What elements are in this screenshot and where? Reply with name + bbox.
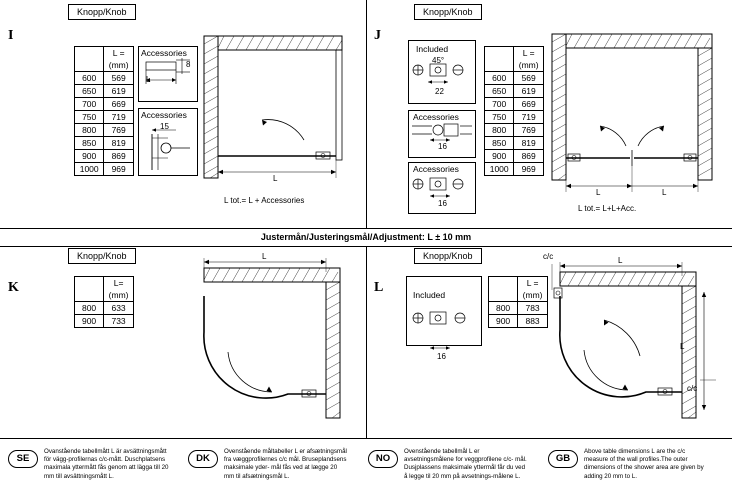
- cell: 669: [104, 98, 134, 111]
- cell: 600: [75, 72, 104, 85]
- legend-text-no: Ovenstående tabellmål L er avsetningsmålene for veggprofilene c/c- mål. Dusjplassens maksimale yttermål får du ved å legge til 20 mm på avsetnings-målene L.: [404, 448, 527, 480]
- knob-label-k: Knopp/Knob: [68, 248, 136, 264]
- cell: 800: [75, 124, 104, 137]
- included-title-l: Included: [413, 290, 446, 300]
- cell: 800: [489, 302, 518, 315]
- cell: 1000: [485, 163, 514, 176]
- cell: 869: [104, 150, 134, 163]
- drawing-l-label-l-right: L: [680, 342, 685, 351]
- accessories-j-1-value: 16: [438, 142, 447, 151]
- table-j-header-l-line1: L =: [522, 48, 535, 58]
- accessories-j-2-value: 16: [438, 199, 447, 208]
- cell: 969: [104, 163, 134, 176]
- accessories-i-2-value: 15: [160, 122, 169, 131]
- cell: 1000: [75, 163, 104, 176]
- cell: 969: [514, 163, 544, 176]
- cell: 719: [514, 111, 544, 124]
- cell: 783: [518, 302, 548, 315]
- legend-code-gb: GB: [548, 450, 578, 468]
- table-l-header-l-line2: (mm): [522, 290, 543, 300]
- cell: 700: [485, 98, 514, 111]
- legend-text-se: Ovanstående tabellmått L är avsättningsmått för vägg-profilernas c/c-mått. Duschplatsens maximala yttermått fås genom att lägga till 20 mm till avsättningsmått L.: [44, 448, 169, 480]
- cell: 850: [485, 137, 514, 150]
- included-j-value: 22: [435, 87, 444, 96]
- cell: 569: [514, 72, 544, 85]
- drawing-i-total: L tot.= L + Accessories: [224, 196, 305, 205]
- cell: 733: [104, 315, 134, 328]
- table-k-header-l-line2: (mm): [108, 290, 129, 300]
- drawing-j-label-l2: L: [662, 188, 667, 197]
- cell: 650: [485, 85, 514, 98]
- cell: 650: [75, 85, 104, 98]
- cell: 750: [485, 111, 514, 124]
- cell: 769: [514, 124, 544, 137]
- included-j-angle: 45°: [432, 56, 445, 65]
- panel-letter-l: L: [374, 280, 384, 295]
- cell: 600: [485, 72, 514, 85]
- cell: 619: [514, 85, 544, 98]
- panel-letter-i: I: [8, 28, 14, 43]
- cell: 883: [518, 315, 548, 328]
- cell: 619: [104, 85, 134, 98]
- cell: 800: [75, 302, 104, 315]
- panel-letter-j: J: [374, 28, 381, 43]
- accessories-title-j-2: Accessories: [413, 164, 459, 174]
- knob-label-l: Knopp/Knob: [414, 248, 482, 264]
- drawing-j-total: L tot.= L+L+Acc.: [578, 204, 637, 213]
- cell: 633: [104, 302, 134, 315]
- included-l-value: 16: [437, 352, 446, 361]
- table-j-header-l-line2: (mm): [518, 60, 539, 70]
- table-i-header-l-line2: (mm): [108, 60, 129, 70]
- cell: 869: [514, 150, 544, 163]
- drawing-l-label-cc-right: c/c: [687, 384, 698, 393]
- accessories-title-j-1: Accessories: [413, 112, 459, 122]
- knob-label-j: Knopp/Knob: [414, 4, 482, 20]
- cell: 900: [485, 150, 514, 163]
- accessories-title-i-1: Accessories: [141, 48, 187, 58]
- cell: 700: [75, 98, 104, 111]
- cell: 569: [104, 72, 134, 85]
- legend-text-gb: Above table dimensions L are the c/c measure of the wall profiles.The outer dimensions of the shower area are given by adding 20 mm to L.: [584, 448, 704, 480]
- table-k-header-l-line1: L=: [113, 278, 124, 288]
- legend-code-dk: DK: [188, 450, 218, 468]
- drawing-j-label-l1: L: [596, 188, 601, 197]
- cell: 900: [75, 315, 104, 328]
- drawing-l-label-cc-top: c/c: [543, 252, 554, 261]
- drawing-k-label-l: L: [262, 252, 267, 261]
- cell: 819: [104, 137, 134, 150]
- legend-code-se: SE: [8, 450, 38, 468]
- adjustment-bar: Justermån/Justeringsmål/Adjustment: L ± 10 mm: [260, 232, 472, 242]
- cell: 850: [75, 137, 104, 150]
- cell: 819: [514, 137, 544, 150]
- cell: 719: [104, 111, 134, 124]
- cell: 769: [104, 124, 134, 137]
- table-l-header-l-line1: L =: [526, 278, 539, 288]
- cell: 669: [514, 98, 544, 111]
- cell: 750: [75, 111, 104, 124]
- cell: 800: [485, 124, 514, 137]
- accessories-i-1-value: 8: [186, 60, 191, 69]
- cell: 900: [489, 315, 518, 328]
- accessories-title-i-2: Accessories: [141, 110, 187, 120]
- included-title-j: Included: [416, 44, 449, 54]
- drawing-i-label-l: L: [273, 174, 278, 183]
- legend-text-dk: Ovenstående måltabeller L er afsætningsmål fra væggprofilernes c/c mål. Bruseplandsens maksimale yder- mål fås ved at lægge 20 mm til afsætningsmål L.: [224, 448, 347, 480]
- legend-code-no: NO: [368, 450, 398, 468]
- table-i-header-l-line1: L =: [112, 48, 125, 58]
- panel-letter-k: K: [8, 280, 19, 295]
- knob-label-i: Knopp/Knob: [68, 4, 136, 20]
- drawing-l-label-l-top: L: [618, 256, 623, 265]
- cell: 900: [75, 150, 104, 163]
